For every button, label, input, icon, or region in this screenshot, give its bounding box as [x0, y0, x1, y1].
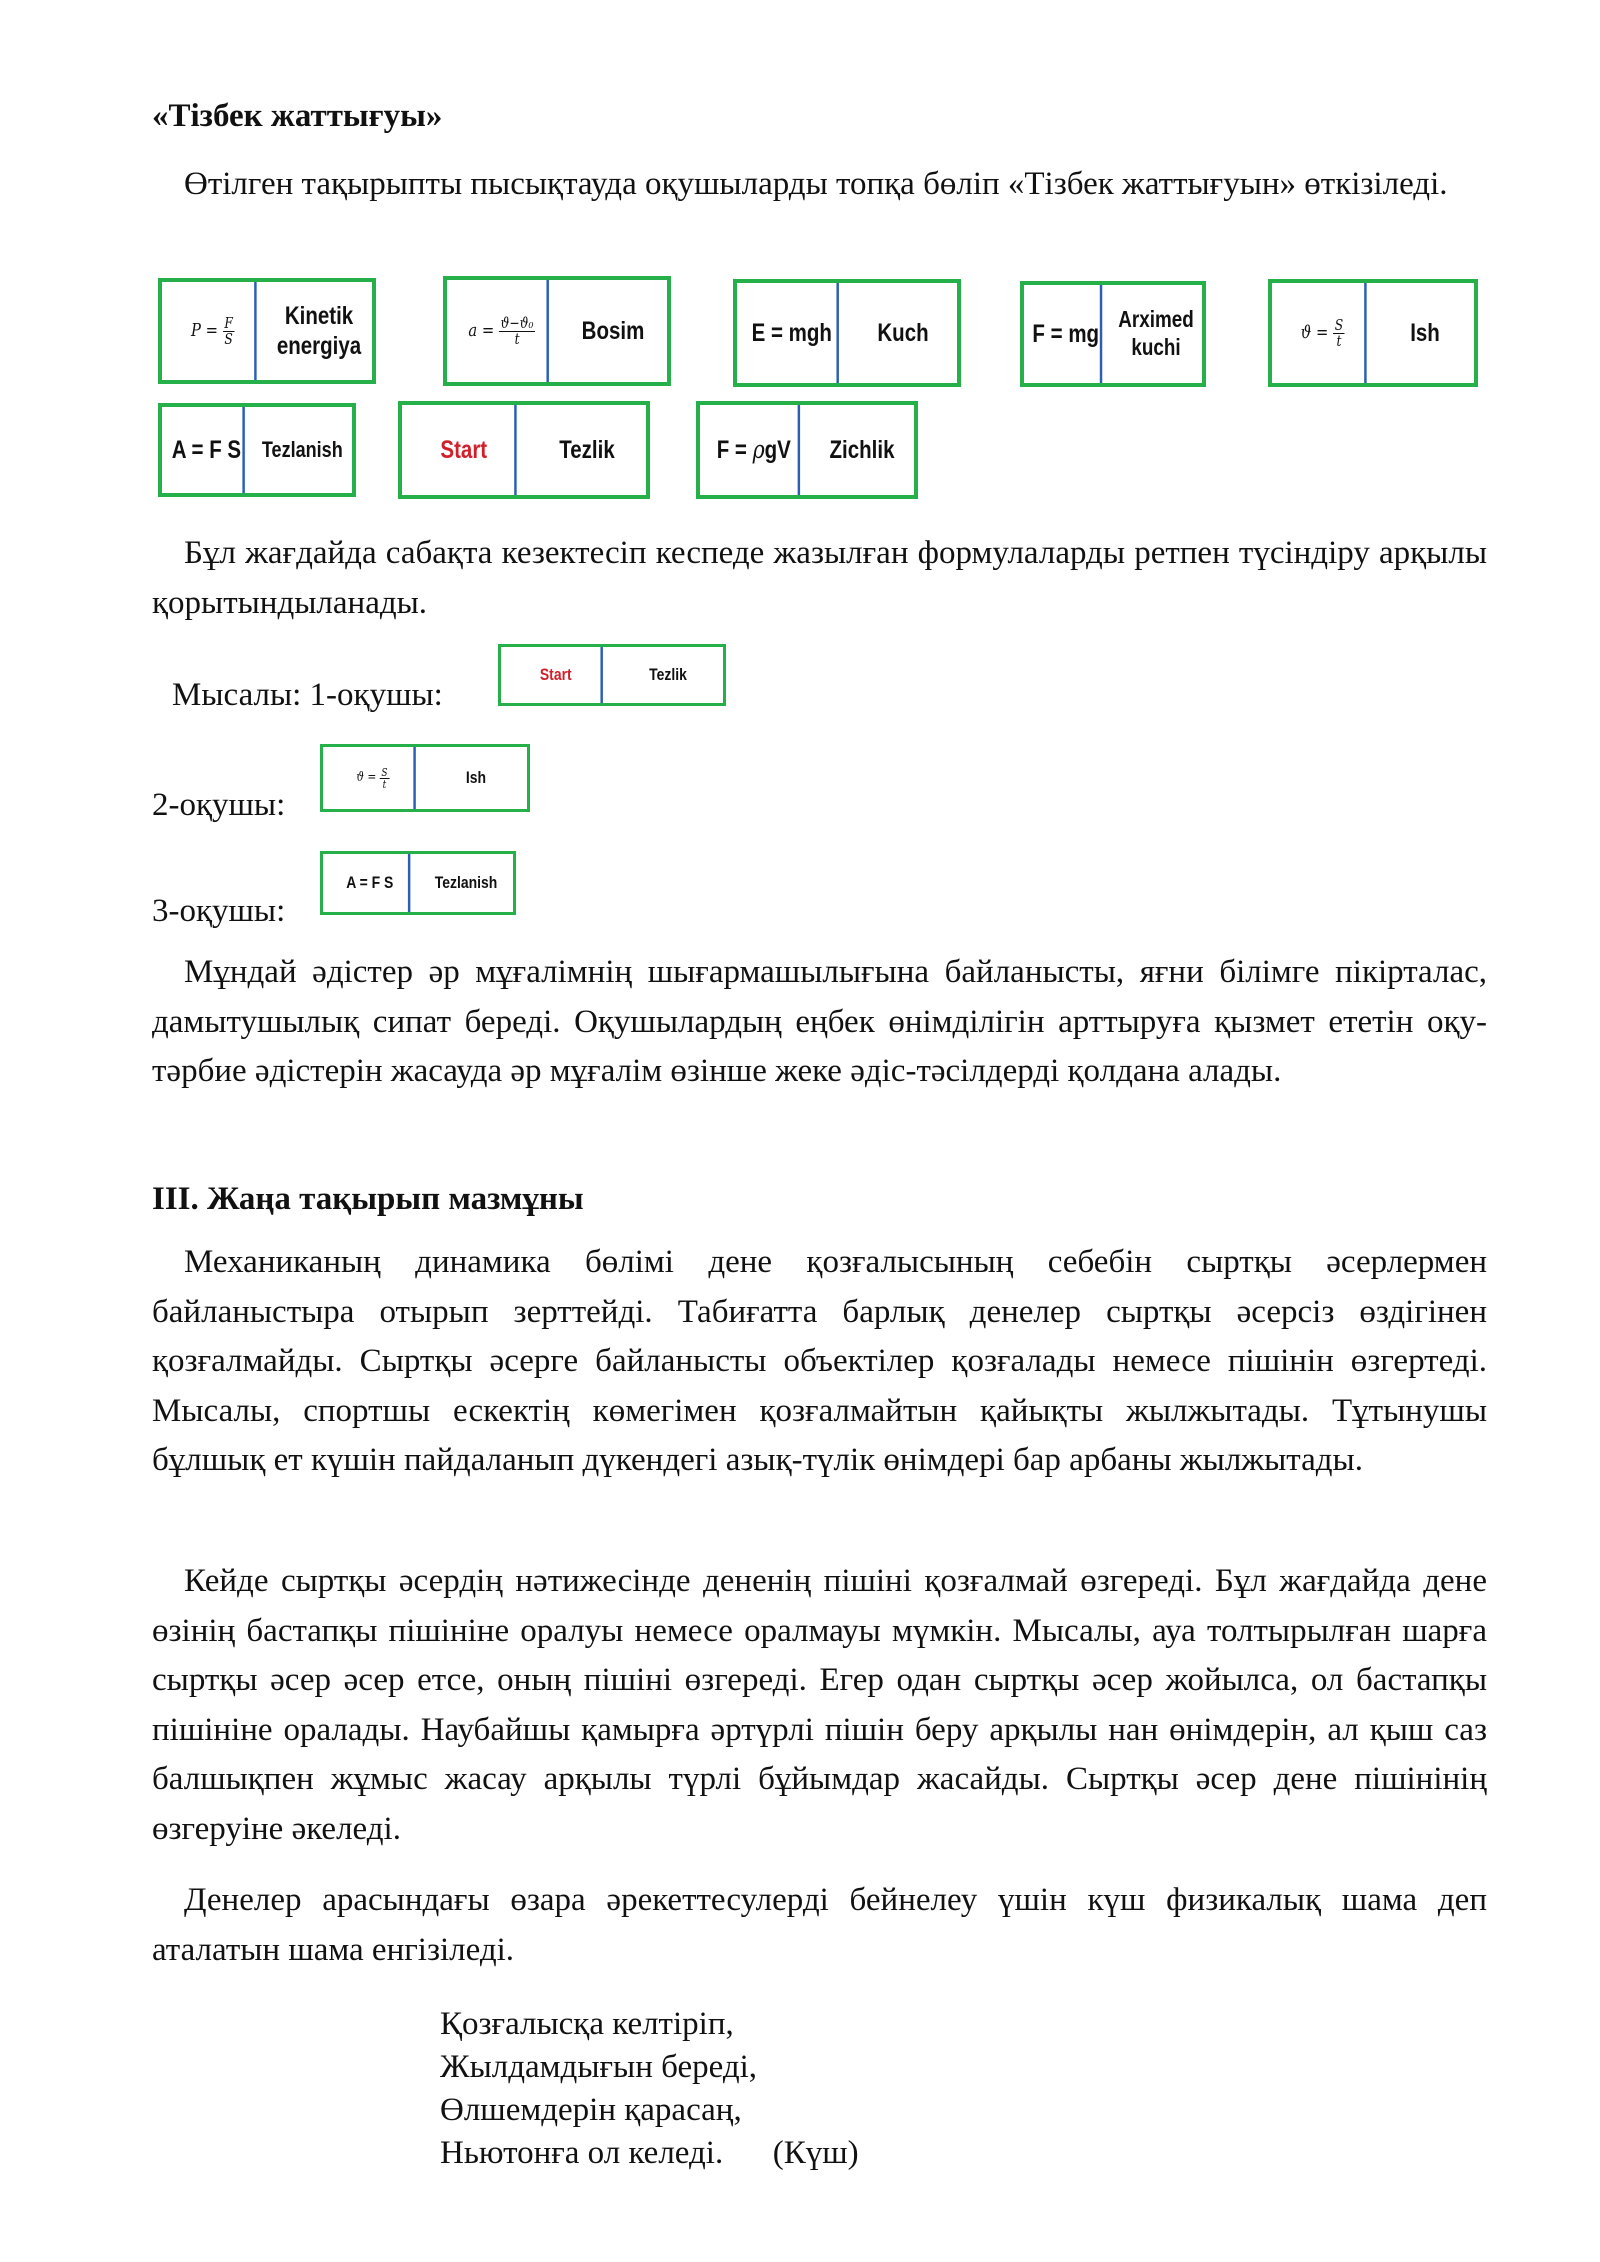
- card-start: Start: [413, 405, 516, 495]
- riddle-poem: [440, 2003, 859, 2175]
- card-formula: a = $\frac{\text{ϑ−ϑ₀}}{t}$: [457, 280, 549, 382]
- card-term: Tezlanish: [262, 436, 344, 462]
- card-formula: F = mg: [1032, 285, 1102, 383]
- example-label-3: 3-оқушы:: [152, 893, 286, 929]
- body-paragraph-3: Денелер арасындағы өзара әрекеттесулерді бейнелеу үшін күш физикалық шама деп аталатын шама енгізіледі.: [152, 1882, 1487, 1968]
- section-title: ІІІ. Жаңа тақырып мазмұны: [152, 1181, 584, 1217]
- body-paragraph-2: Кейде сыртқы әсердің нәтижесінде дененің пішіні қозғалмай өзгереді. Бұл жағдайда дене өзінің бастапқы пішініне оралуы немесе оралмауы мүмкін. Мысалы, ауа толтырылған шарға сыртқы әсер әсер етсе, оның пішіні өзгереді. Егер одан сыртқы әсер жойылса, ол бастапқы пішініне оралады. Наубайшы қамырға әртүрлі пішін беру арқылы нан өнімдерін, ал қыш саз балшықпен жұмыс жасау арқылы түрлі бұйымдар жасайды. Сыртқы әсер дене пішінінің өзгеруіне әкеледі.: [152, 1563, 1487, 1847]
- card-formula: F = ρ gV: [710, 405, 800, 495]
- card-term: Bosim: [581, 317, 645, 345]
- card-start: Start: [511, 647, 603, 703]
- body-paragraph-1: Механиканың динамика бөлімі дене қозғалысының себебін сыртқы әсерлермен байланыстыра отырып зерттейді. Табиғатта барлық денелер сыртқы әсерсіз өздігінен қозғалмайды. Сыртқы әсерге байланысты объектілер қозғалады немесе пішінін өзгертеді. Мысалы, спортшы ескектің көмегімен қозғалмайтын қайықты жылжытады. Тұтынушы бұлшық ет күшін пайдаланып дүкендегі азық-түлік өнімдері бар арбаны жылжытады.: [152, 1244, 1487, 1478]
- methods-paragraph: Мұндай әдістер әр мұғалімнің шығармашылығына байланысты, яғни білімге пікірталас, дамытушылық сипат береді. Оқушылардың еңбек өнімділігін арттыруға қызмет ететін оқу-тәрбие әдістерін жасауда әр мұғалім өзінше жеке әдіс-тәсілдерді қолдана алады.: [152, 954, 1487, 1089]
- card-formula: A = F S: [332, 854, 411, 912]
- poem-line: Жылдамдығын береді,: [440, 2049, 758, 2085]
- poem-line: Қозғалысқа келтіріп,: [440, 2006, 734, 2042]
- domino-card: [443, 276, 671, 386]
- card-formula: A = F S: [170, 407, 245, 493]
- poem-line: Ньютонға ол келеді. (Күш): [440, 2135, 859, 2171]
- card-term: Kinetik energiya: [276, 302, 362, 360]
- example-label-2: 2-оқушы:: [152, 787, 286, 823]
- card-formula: E = mgh: [747, 283, 839, 383]
- poem-line: Өлшемдерін қарасаң,: [440, 2092, 742, 2128]
- example-card-1: [498, 644, 726, 706]
- card-term: Kuch: [877, 319, 929, 347]
- card-term: Ish: [1410, 319, 1440, 347]
- intro-paragraph: Өтілген тақырыпты пысықтауда оқушыларды топқа бөліп «Тізбек жаттығуын» өткізіледі.: [184, 166, 1448, 202]
- card-term: Ish: [465, 767, 487, 787]
- card-term: Tezlanish: [434, 872, 498, 892]
- example-card-2: [320, 744, 530, 812]
- exercise-title: «Тізбек жаттығуы»: [152, 98, 443, 134]
- example-label-1: Мысалы: 1-оқушы:: [172, 677, 443, 713]
- card-formula: ϑ = $\frac{S}{t}$: [332, 747, 416, 809]
- domino-card: [1268, 279, 1478, 387]
- card-formula: ϑ = $\frac{S}{t}$: [1281, 283, 1366, 383]
- card-term: Arximed kuchi: [1118, 306, 1194, 360]
- domino-card: [158, 278, 376, 384]
- explanation-paragraph: Бұл жағдайда сабақта кезектесіп кеспеде жазылған формулаларды ретпен түсіндіру арқылы қорытындыланады.: [152, 535, 1487, 621]
- card-term: Zichlik: [829, 436, 895, 464]
- card-formula: P = $\frac{F}{S}$: [171, 282, 256, 380]
- domino-card: [696, 401, 918, 499]
- card-term: Tezlik: [559, 436, 615, 464]
- domino-card: [1020, 281, 1206, 387]
- domino-card: [158, 403, 356, 497]
- domino-card: [398, 401, 650, 499]
- domino-card: [733, 279, 961, 387]
- example-card-3: [320, 851, 516, 915]
- card-term: Tezlik: [649, 664, 687, 684]
